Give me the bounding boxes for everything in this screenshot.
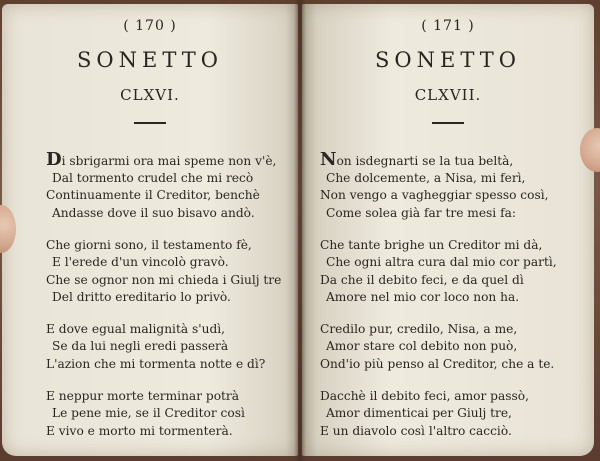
stanza (320, 151, 557, 222)
verse-line: L'azion che mi tormenta notte e dì? (46, 356, 266, 371)
verse-line: Le pene mie, se il Creditor così (52, 406, 245, 421)
page-number: ( 171 ) (421, 18, 475, 34)
book-gutter (294, 0, 306, 461)
verse-line: Dacchè il debito feci, amor passò, (320, 389, 529, 404)
verse-line: Credilo pur, credilo, Nisa, a me, (320, 322, 518, 337)
verse-line: Che tante brighe un Creditor mi dà, (320, 238, 543, 253)
verse-line: Che ogni altra cura dal mio cor partì, (326, 255, 557, 270)
verse-line: Che giorni sono, il testamento fè, (46, 238, 252, 253)
verse-line: E neppur morte terminar potrà (46, 389, 240, 404)
verse-line: Di sbrigarmi ora mai speme non v'è, (46, 149, 277, 170)
verse-line: Amore nel mio cor loco non ha. (326, 289, 520, 304)
page-number: ( 170 ) (123, 18, 177, 34)
sonnet-heading: SONETTO (77, 48, 223, 72)
verse-line: Amor dimenticai per Giulj tre, (326, 406, 512, 421)
verse-line: Amor stare col debito non può, (326, 339, 518, 354)
verse-line: Che dolcemente, a Nisa, mi ferì, (326, 171, 526, 186)
ornamental-rule (432, 122, 464, 124)
stanza (46, 237, 281, 306)
sonnet-numeral: CLXVI. (120, 86, 180, 104)
verse-line: Non isdegnarti se la tua beltà, (320, 149, 514, 170)
stanza (320, 237, 557, 306)
sonnet-text (46, 151, 281, 455)
stanza (320, 388, 557, 440)
verse-line: Ond'io più penso al Creditor, che a te. (320, 356, 555, 371)
verse-line: E l'erede d'un vincolò gravò. (52, 255, 229, 270)
verse-line: Continuamente il Creditor, benchè (46, 188, 260, 203)
verse-line: E un diavolo così l'altro cacciò. (320, 423, 512, 438)
stanza (46, 321, 281, 373)
verse-line: Dal tormento crudel che mi recò (52, 171, 254, 186)
sonnet-heading: SONETTO (375, 48, 521, 72)
stanza (320, 321, 557, 373)
verse-line: Non vengo a vagheggiar spesso così, (320, 188, 549, 203)
verse-line: Come solea già far tre mesi fa: (326, 205, 516, 220)
verse-line: Andasse dove il suo bisavo andò. (52, 205, 255, 220)
verse-line: E dove egual malignità s'udì, (46, 322, 226, 337)
verse-line: E vivo e morto mi tormenterà. (46, 423, 233, 438)
stanza (46, 151, 281, 222)
sonnet-text (320, 151, 557, 455)
sonnet-numeral: CLXVII. (414, 86, 482, 104)
verse-line: Del dritto ereditario lo privò. (52, 289, 231, 304)
ornamental-rule (134, 122, 166, 124)
verse-line: Che se ognor non mi chieda i Giulj tre (46, 272, 282, 287)
stanza (46, 388, 281, 440)
verse-line: Da che il debito feci, e da quel dì (320, 272, 524, 287)
right-page (302, 4, 594, 456)
verse-line: Se da lui negli eredi passerà (52, 339, 229, 354)
left-page (2, 4, 298, 456)
